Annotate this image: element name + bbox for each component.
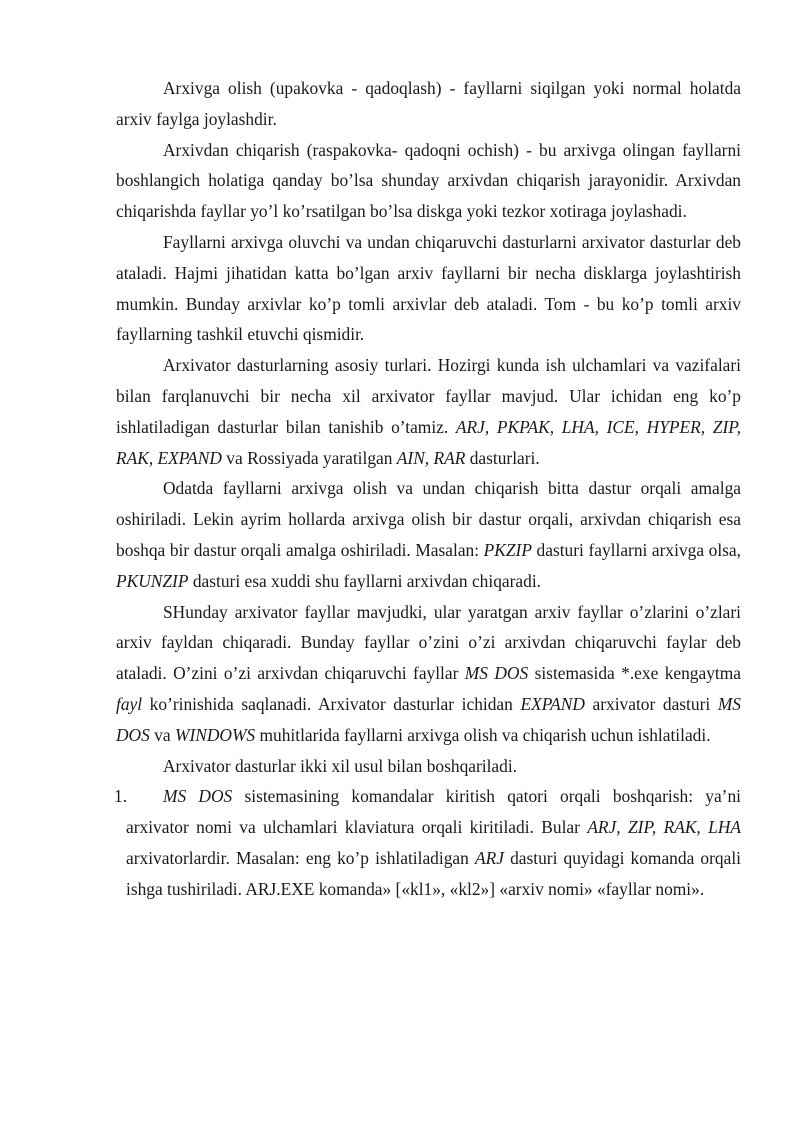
italic-text-run: MS DOS — [163, 786, 233, 807]
italic-text-run: ARJ, PKPAK, LHA, ICE, HYPER, ZIP, RAK, EXPAND — [116, 416, 741, 468]
text-run: sistemasining komandalar kiritish qatori orqali boshqarish: ya’ni arxivator nomi va ulchamlari klaviatura orqali kiritiladi. Bular — [126, 786, 741, 838]
italic-text-run: fayl — [116, 693, 143, 714]
italic-text-run: MS DOS — [464, 663, 529, 684]
text-run: Odatda fayllarni arxivga olish va undan chiqarish bitta dastur orqali amalga oshiriladi. Lekin ayrim hollarda arxivga olish bir dastur orqali, arxivdan chiqarish esa boshqa bir dastur orqali amalga oshiriladi. Masalan: — [116, 478, 741, 560]
italic-text-run: MS DOS — [116, 693, 741, 745]
italic-text-run: PKUNZIP — [116, 570, 189, 591]
text-run: Fayllarni arxivga oluvchi va undan chiqaruvchi dasturlarni arxivator dasturlar deb ataladi. Hajmi jihatidan katta bo’lgan arxiv fayllarni bir necha disklarga joylashtirish mumkin. Bunday arxivlar ko’p tomli arxivlar deb ataladi. Tom - bu ko’p tomli arxiv fayllarning tashkil etuvchi qismidir. — [116, 231, 741, 345]
text-run: SHunday arxivator fayllar mavjudki, ular yaratgan arxiv fayllar o’zlarini o’zlari arxiv fayldan chiqaradi. Bunday fayllar o’zini o’zi arxivdan chiqaruvchi faylar deb ataladi. O’zini o’zi arxivdan chiqaruvchi fayllar — [116, 601, 741, 684]
italic-text-run: ARJ — [474, 847, 504, 868]
italic-text-run: AIN, RAR — [396, 447, 466, 468]
paragraph-p6 — [116, 597, 741, 751]
italic-text-run: ARJ, ZIP, RAK, LHA — [587, 817, 742, 838]
list-item-text — [126, 781, 741, 904]
list-marker: 1. — [114, 786, 128, 807]
numbered-list — [116, 781, 741, 904]
text-run: muhitlarida fayllarni arxivga olish va chiqarish uchun ishlatiladi. — [255, 724, 711, 745]
text-run: sistemasida *.exe kengaytma — [528, 663, 741, 684]
text-run: ko’rinishida saqlanadi. Arxivator dasturlar ichidan — [142, 693, 521, 714]
text-run: Arxivator dasturlarning asosiy turlari. Hozirgi kunda ish ulchamlari va vazifalari bilan farqlanuvchi bir necha xil arxivator fayllar mavjud. Ular ichidan eng ko’p ishlatiladigan dasturlar bilan tanishib o’tamiz. — [116, 355, 741, 437]
paragraph-p4 — [116, 350, 741, 473]
paragraph-p7 — [116, 751, 741, 782]
document-body — [116, 73, 741, 905]
text-run: dasturi esa xuddi shu fayllarni arxivdan chiqaradi. — [188, 570, 542, 591]
text-run: dasturlari. — [465, 447, 540, 468]
text-run: Arxivdan chiqarish (raspakovka- qadoqni ochish) - bu arxivga olingan fayllarni boshlangich holatiga qanday bo’lsa shunday arxivdan chiqarish jarayonidir. Arxivdan chiqarishda fayllar yo’l ko’rsatilgan bo’lsa diskga yoki tezkor xotiraga joylashadi. — [116, 139, 741, 222]
list-item — [116, 781, 741, 904]
text-run: arxivatorlardir. Masalan: eng ko’p ishlatiladigan — [126, 847, 475, 868]
text-run: arxivator dasturi — [584, 693, 718, 714]
paragraph-p5 — [116, 473, 741, 596]
text-run: va Rossiyada yaratilgan — [221, 447, 397, 468]
paragraph-p3 — [116, 227, 741, 350]
text-run: va — [149, 724, 175, 745]
text-run: dasturi quyidagi komanda orqali ishga tushiriladi. ARJ.EXE komanda» [«kl1», «kl2»] «arxiv nomi» «fayllar nomi». — [126, 847, 741, 899]
italic-text-run: WINDOWS — [174, 724, 256, 745]
text-run: Arxivator dasturlar ikki xil usul bilan boshqariladi. — [163, 755, 518, 776]
paragraph-p2 — [116, 135, 741, 227]
text-run: dasturi fayllarni arxivga olsa, — [531, 539, 742, 560]
paragraph-p1 — [116, 73, 741, 135]
italic-text-run: PKZIP — [483, 539, 532, 560]
paragraph-container — [116, 73, 741, 781]
italic-text-run: EXPAND — [520, 693, 585, 714]
text-run: Arxivga olish (upakovka - qadoqlash) - fayllarni siqilgan yoki normal holatda arxiv faylga joylashdir. — [116, 78, 741, 129]
